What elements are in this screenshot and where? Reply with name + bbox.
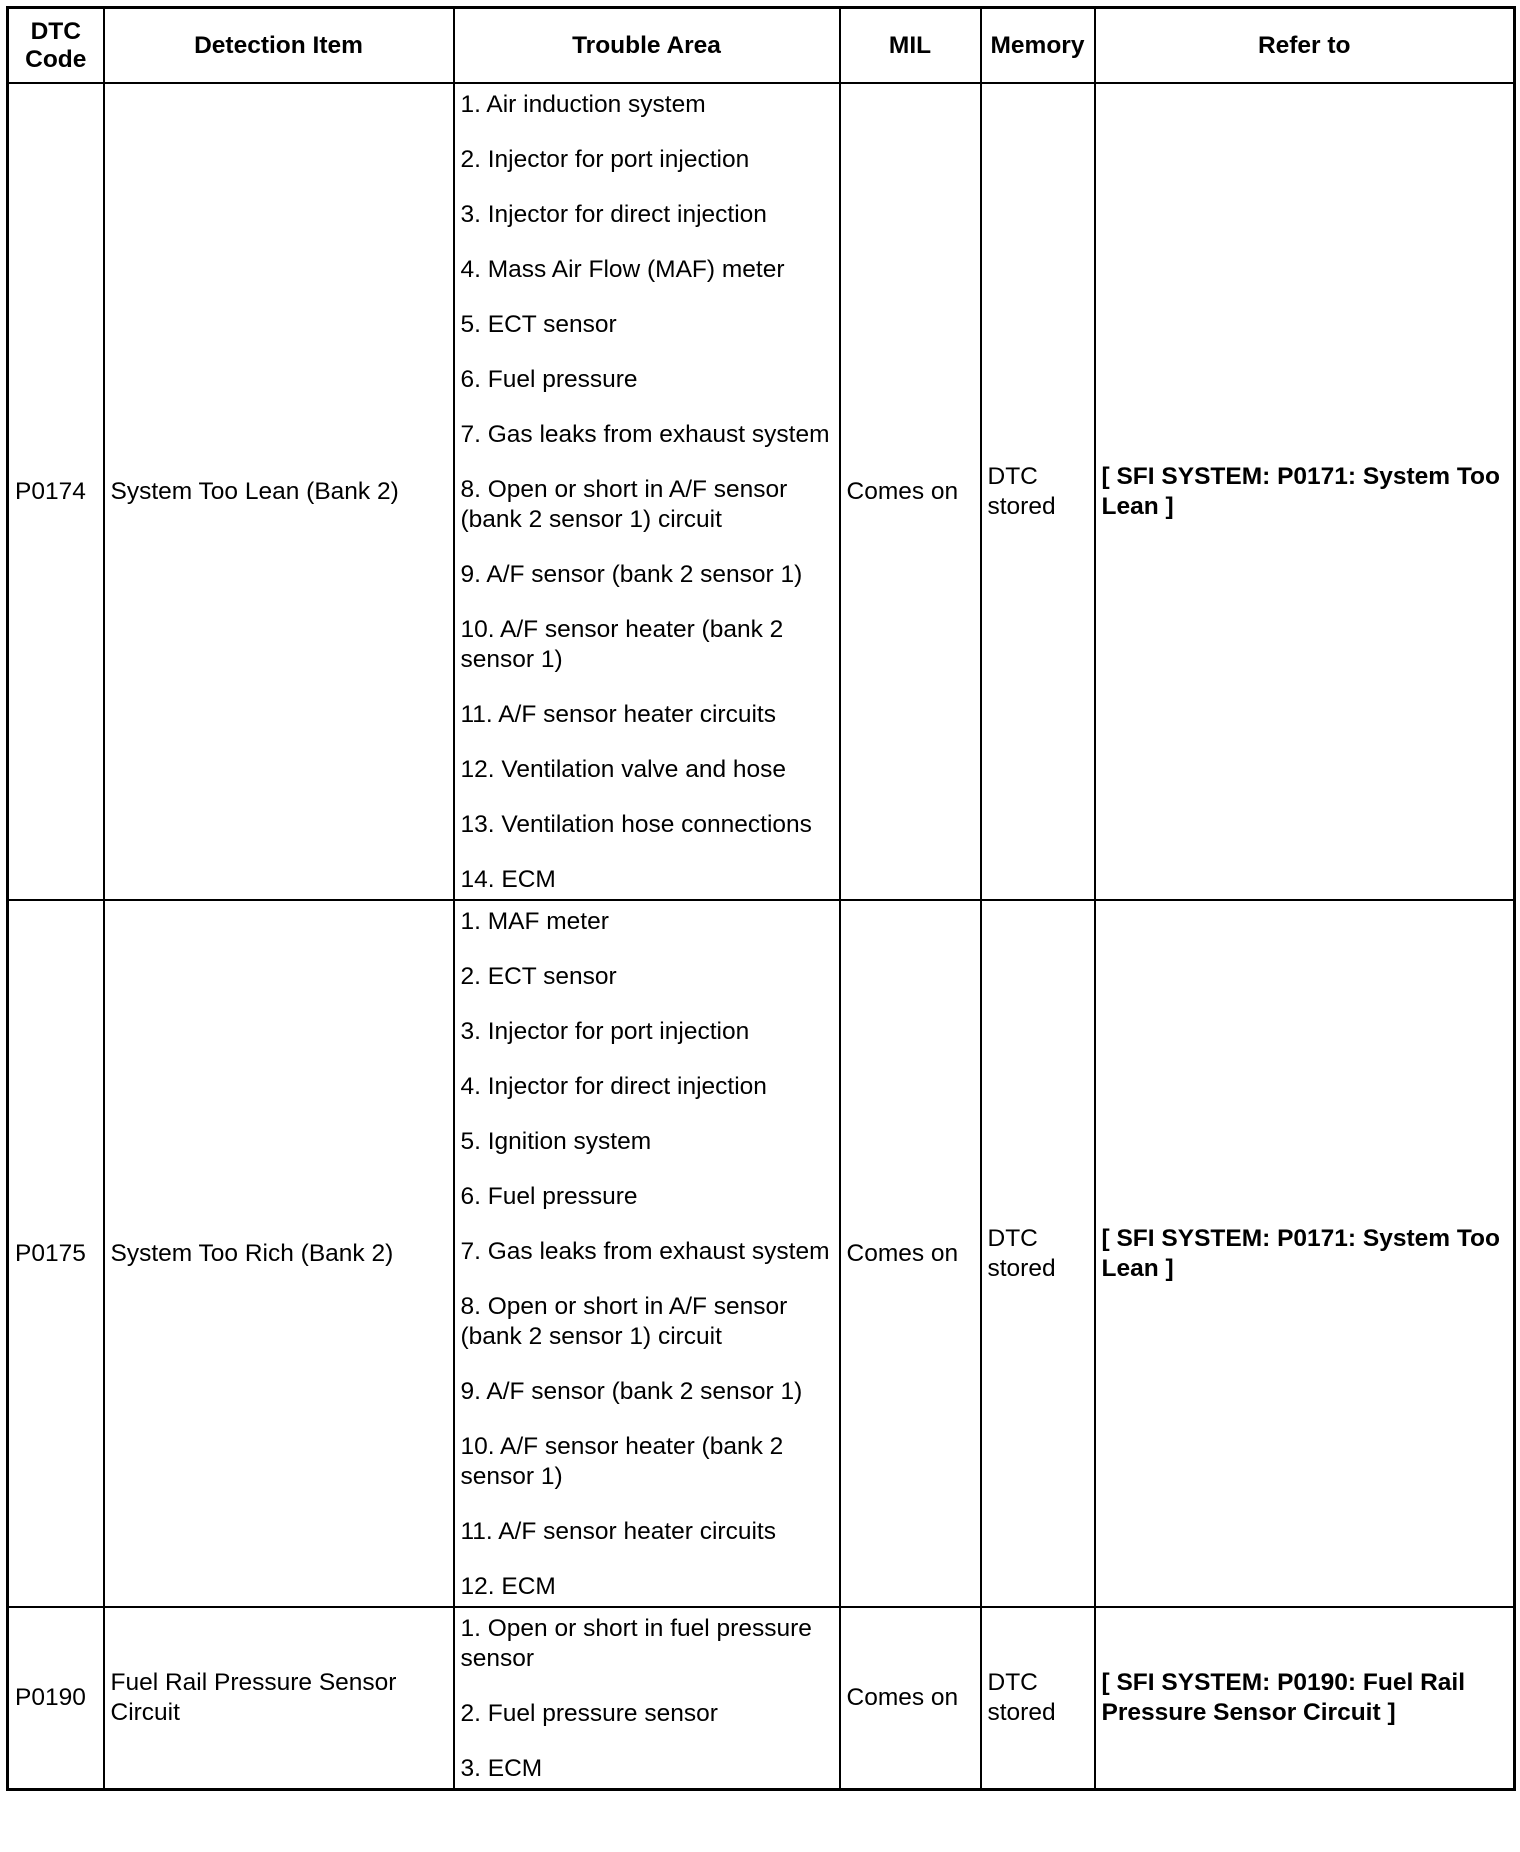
trouble-area-item: 14. ECM [460,866,556,893]
refer-to-cell: [ SFI SYSTEM: P0171: System Too Lean ] [1095,900,1515,1607]
trouble-area-item: 12. Ventilation valve and hose [460,756,787,783]
trouble-area-cell [454,83,840,900]
dtc-code-cell: P0175 [8,900,104,1607]
trouble-area-item: 10. A/F sensor heater (bank 2 sensor 1) [460,1433,784,1490]
detection-item-cell: Fuel Rail Pressure Sensor Circuit [104,1607,454,1790]
header-mil: MIL [840,8,981,84]
table-row [8,83,1515,900]
trouble-area-list [461,90,833,895]
trouble-area-item: 3. Injector for port injection [460,1018,750,1045]
mil-cell: Comes on [840,1607,981,1790]
memory-cell: DTC stored [981,900,1095,1607]
trouble-area-item: 8. Open or short in A/F sensor (bank 2 sensor 1) circuit [460,476,788,533]
memory-cell: DTC stored [981,1607,1095,1790]
trouble-area-item: 5. Ignition system [460,1128,652,1155]
refer-to-cell: [ SFI SYSTEM: P0171: System Too Lean ] [1095,83,1515,900]
mil-cell: Comes on [840,900,981,1607]
trouble-area-list [461,1614,833,1784]
trouble-area-cell [454,900,840,1607]
trouble-area-cell [454,1607,840,1790]
trouble-area-item: 2. Fuel pressure sensor [460,1700,718,1727]
trouble-area-item: 12. ECM [460,1573,556,1600]
trouble-area-list [461,907,833,1602]
trouble-area-item: 2. Injector for port injection [460,146,750,173]
trouble-area-item: 1. MAF meter [460,908,609,935]
memory-cell: DTC stored [981,83,1095,900]
detection-item-cell: System Too Lean (Bank 2) [104,83,454,900]
header-refer-to: Refer to [1095,8,1515,84]
header-dtc-code: DTC Code [8,8,104,84]
trouble-area-item: 1. Air induction system [460,91,706,118]
trouble-area-item: 3. ECM [460,1755,543,1782]
dtc-code-cell: P0174 [8,83,104,900]
trouble-area-item: 2. ECT sensor [460,963,617,990]
header-detection-item: Detection Item [104,8,454,84]
trouble-area-item: 7. Gas leaks from exhaust system [460,421,830,448]
trouble-area-item: 1. Open or short in fuel pressure sensor [460,1615,812,1672]
trouble-area-item: 11. A/F sensor heater circuits [460,701,776,728]
trouble-area-item: 5. ECT sensor [460,311,617,338]
trouble-area-item: 7. Gas leaks from exhaust system [460,1238,830,1265]
trouble-area-item: 10. A/F sensor heater (bank 2 sensor 1) [460,616,784,673]
header-row [8,8,1515,84]
header-memory: Memory [981,8,1095,84]
table-row [8,900,1515,1607]
trouble-area-item: 9. A/F sensor (bank 2 sensor 1) [460,561,803,588]
detection-item-cell: System Too Rich (Bank 2) [104,900,454,1607]
trouble-area-item: 4. Mass Air Flow (MAF) meter [460,256,785,283]
dtc-table [6,6,1516,1791]
header-trouble-area: Trouble Area [454,8,840,84]
trouble-area-item: 11. A/F sensor heater circuits [460,1518,776,1545]
trouble-area-item: 3. Injector for direct injection [460,201,767,228]
table-row [8,1607,1515,1790]
trouble-area-item: 9. A/F sensor (bank 2 sensor 1) [460,1378,803,1405]
trouble-area-item: 4. Injector for direct injection [460,1073,767,1100]
refer-to-cell: [ SFI SYSTEM: P0190: Fuel Rail Pressure Sensor Circuit ] [1095,1607,1515,1790]
mil-cell: Comes on [840,83,981,900]
trouble-area-item: 6. Fuel pressure [460,366,638,393]
trouble-area-item: 13. Ventilation hose connections [460,811,812,838]
dtc-code-cell: P0190 [8,1607,104,1790]
trouble-area-item: 6. Fuel pressure [460,1183,638,1210]
trouble-area-item: 8. Open or short in A/F sensor (bank 2 sensor 1) circuit [460,1293,788,1350]
